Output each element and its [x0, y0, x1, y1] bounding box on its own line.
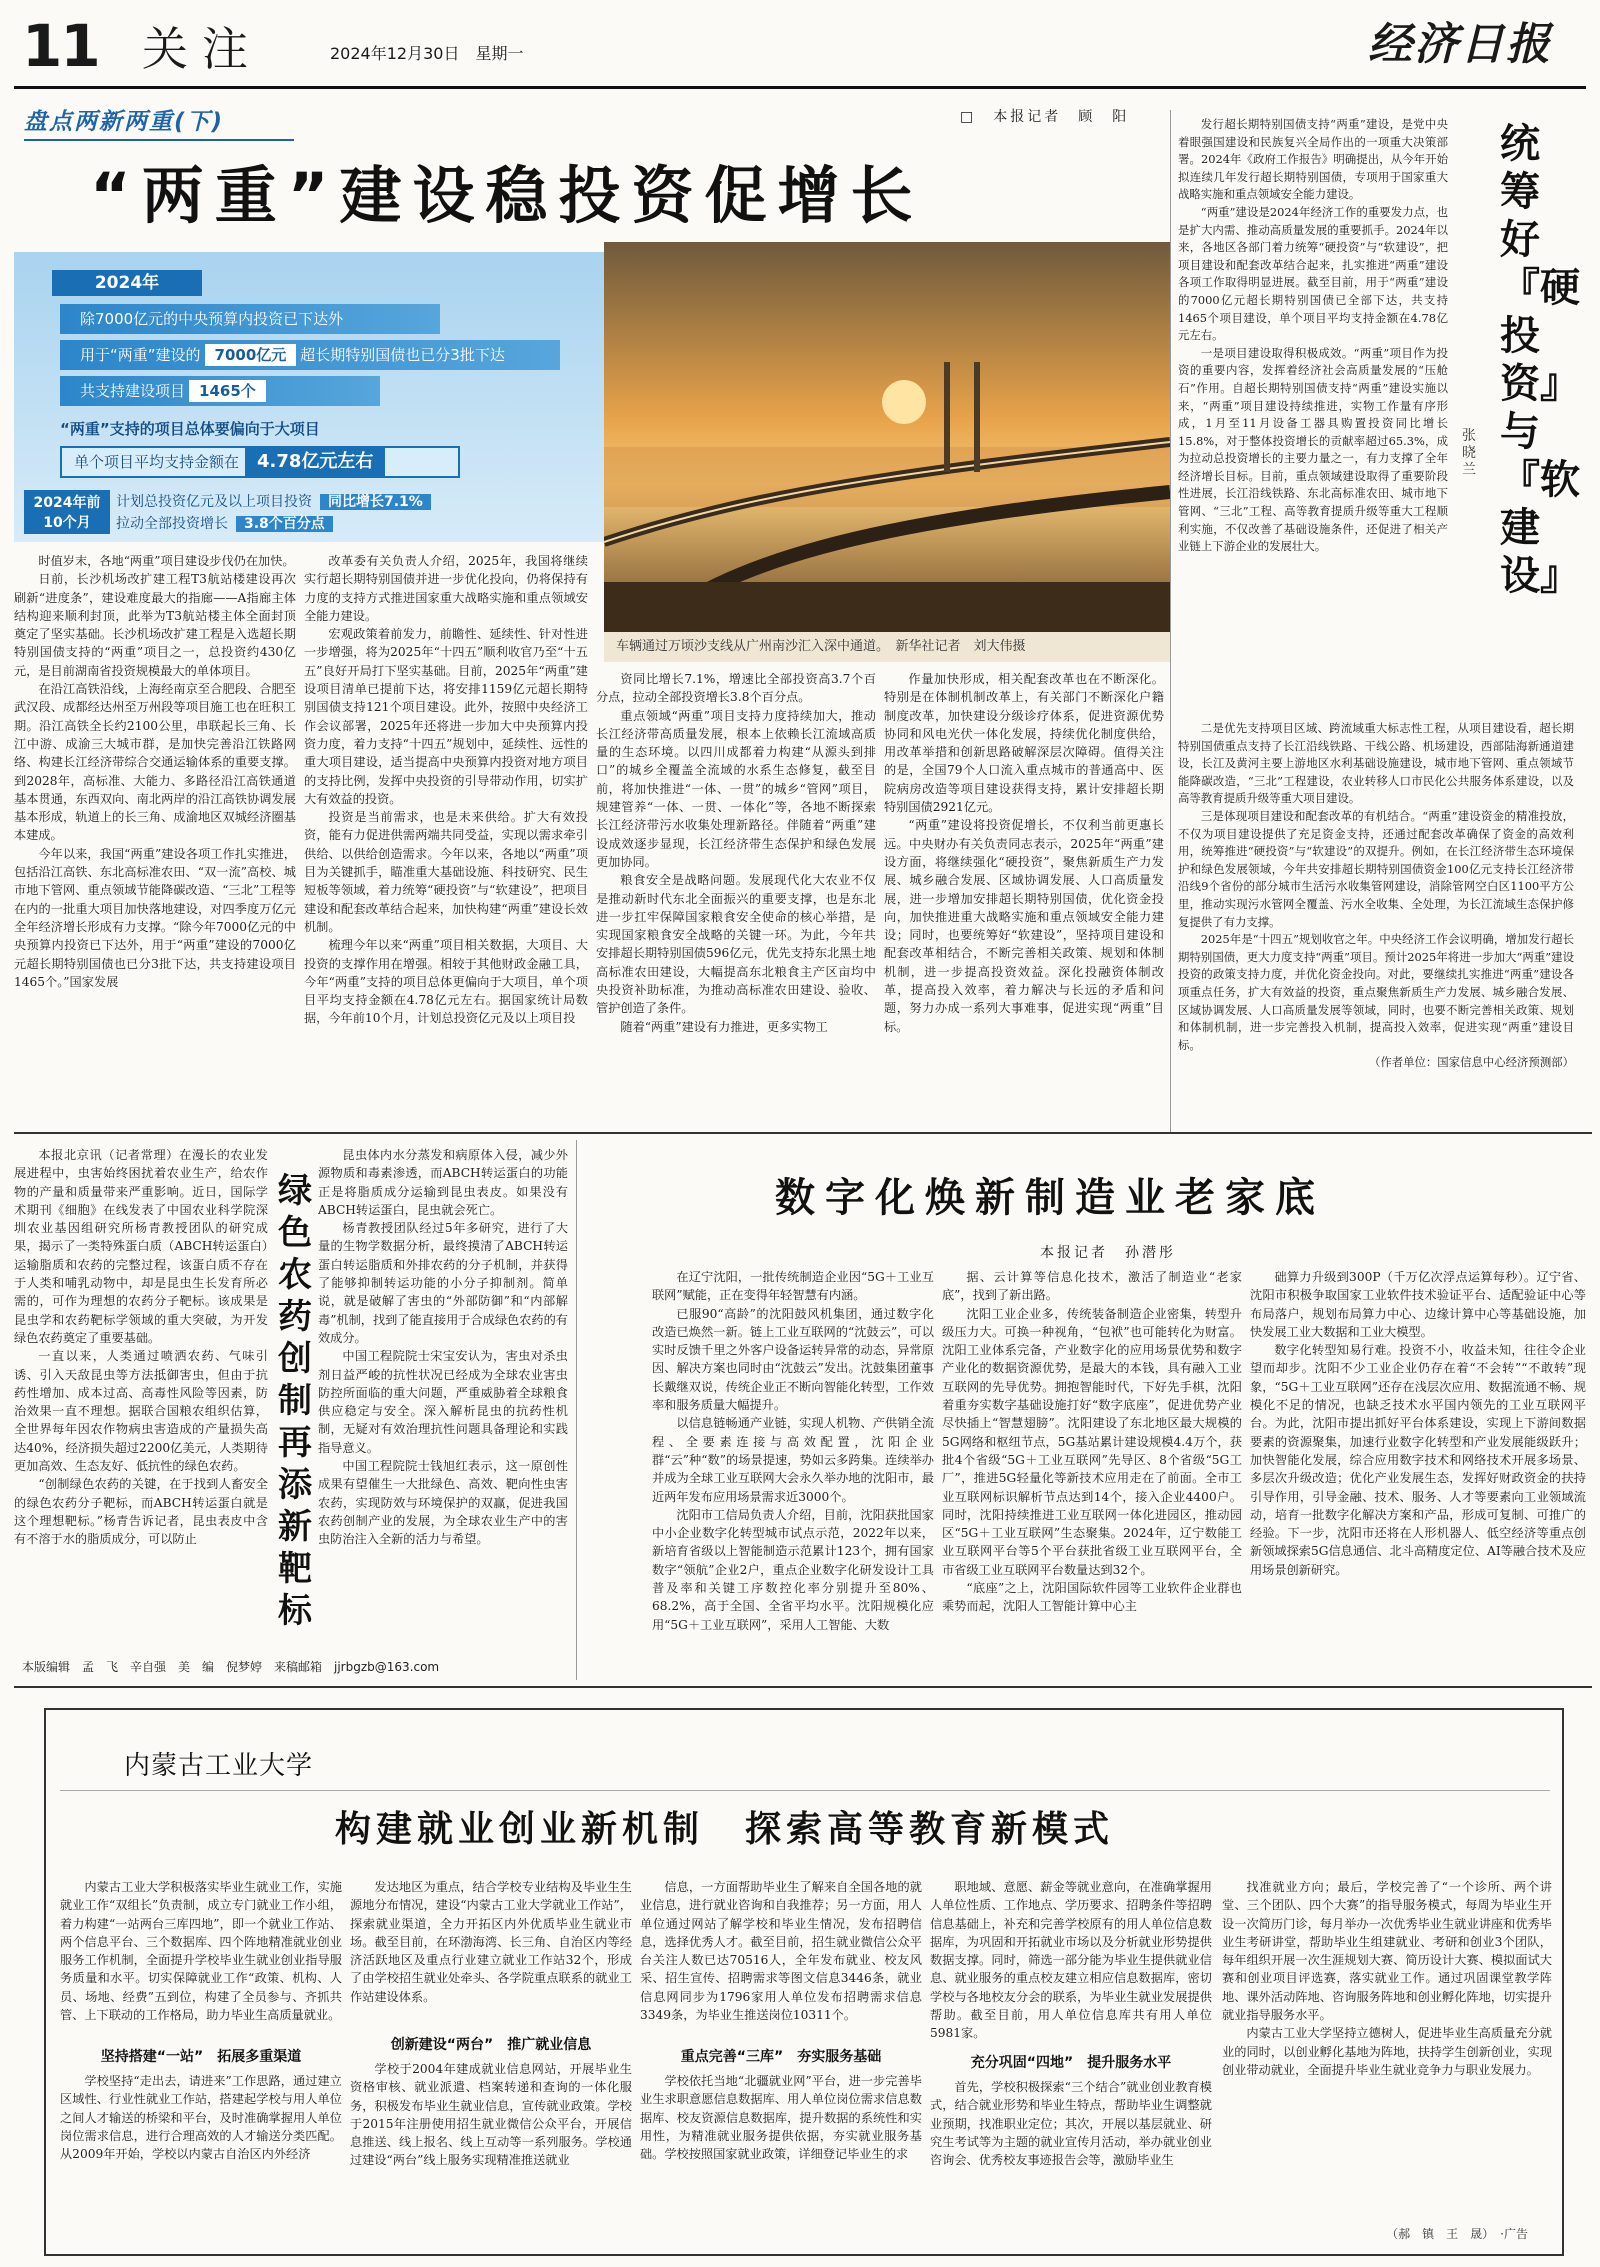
commentary-title: 统筹好『硬投资』与『软建设』 [1500, 121, 1580, 599]
story-c-column-3: 础算力升级到300P（千万亿次浮点运算每秒）。辽宁省、沈阳市积极争取国家工业软件技术验证平台、适配验证中心等布局落户，规划布局算力中心、边缘计算中心等基础设施，加快发展工业大数据和工业大模型。 数字化转型知易行难。投资不小，收益未知，往往令企业望而却步。沈阳不少工业企业仍存在着“不会转”“不敢转”现象，“5G＋工业互联网”还存在浅层次应用、数据流通不畅、规模化不足的情况，也缺乏技术水平国内领先的工业互联网平台。为此，沈阳市提出抓好平台体系建设，实现上下游间数据要素的资源聚集，加速行业数字化转型和产业发展能级跃升；加快智能化发展，综合应用数字技术和网络技术开展多场景、多层次升级改造；优化产业发展生态，发挥好财政资金的扶持引导作用，引导金融、技术、服务、人才等要素向工业领域流动，培育一批数字化解决方案和产品，形成可复制、可推广的经验。下一步，沈阳市还将在人形机器人、低空经济等重点创新领域探索5G信息通信、北斗高精度定位、AI等融合技术及应用场景创新研究。 [1250, 1270, 1586, 1577]
section-divider [14, 1132, 1592, 1134]
ad-column-2-top: 发达地区为重点，结合学校专业结构及毕业生生源地分布情况，建设“内蒙古工业大学就业工作站”，探索就业渠道，全力开拓区内外优质毕业生就业市场。截至目前，在环渤海湾、长三角、自治区内等经济活跃地区及重点行业建立就业工作站32个，形成了由学校招生就业处牵头、各学院重点联系的就业工作站建设体系。 [350, 1880, 632, 2004]
column-rule [576, 1140, 577, 1680]
ad-column-5: 找准就业方向；最后，学校完善了“一个诊所、两个讲堂、三个团队、四个大赛”的指导服务模式，每周为毕业生开设一次简历门诊，每月举办一次优秀毕业生就业讲座和优秀毕业生考研讲堂，帮助毕业生组建就业、考研和创业3个团队，每年组织开展一次生涯规划大赛、简历设计大赛、模拟面试大赛和创业项目评选赛，落实就业工作。通过巩固课堂教学阵地、课外活动阵地、咨询服务阵地和创业孵化阵地，切实提升就业指导服务水平。 内蒙古工业大学坚持立德树人，促进毕业生高质量充分就业的同时，以创业孵化基地为阵地，扶持学生创新创业，实现创业带动就业，全面提升毕业生就业竞争力与职业发展力。 [1222, 1880, 1552, 2077]
story-c-column-1: 在辽宁沈阳，一批传统制造企业因“5G＋工业互联网”赋能，正在变得年轻智慧有内涵。 已服90“高龄”的沈阳鼓风机集团，通过数字化改造已焕然一新。链上工业互联网的“沈鼓云”，可以实时反馈千里之外客户设备运转异常的动态，异常原因、解决方案也同时由“沈鼓云”发出。沈鼓集团董事长戴继双说，传统企业正不断向智能化转型，工作效率和服务质量大幅提升。 以信息链畅通产业链，实现人机物、产供销全流程、全要素连接与高效配置，沈阳企业群“云”种“数”的场景提速，势如云多跨集。连续举办并成为全球工业互联网大会永久举办地的沈阳市，最近两年发布应用场景需求近3000个。 沈阳市工信局负责人介绍，目前，沈阳获批国家中小企业数字化转型城市试点示范，2022年以来，新培育省级以上智能制造示范累计123个，拥有国家数字“领航”企业2户，重点企业数字化研发设计工具普及率和关键工序数控化率分别提升至80%、68.2%，高于全国、全省平均水平。沈阳规模化应用“5G＋工业互联网”，采用人工智能、大数 [652, 1270, 934, 1632]
story-c-column-2: 据、云计算等信息化技术，激活了制造业“老家底”，找到了新出路。 沈阳工业企业多，传统装备制造企业密集，转型升级压力大。可换一种视角，“包袱”也可能转化为财富。沈阳工业体系完备，产业数字化的应用场景优势和数字产业化的数据资源优势，是最大的本钱，具有融入工业互联网的先导优势。拥抱智能时代，下好先手棋，沈阳着重夯实数字基础设施打好“数字底座”，促进优势产业尽快插上“智慧翅膀”。沈阳建设了东北地区最大规模的5G网络和枢纽节点，5G基站累计建设规模4.4万个，获批4个省级“5G＋工业互联网”先导区、8个省级“5G工厂”，推进5G轻量化等新技术应用走在了前面。全市工业互联网标识解析节点达到14个，接入企业4400户。同时，沈阳持续推进工业互联网一体化进园区，推动园区“5G＋工业互联网”生态聚集。2024年，辽宁数能工业互联网平台等5个平台获批省级工业互联网平台，全市省级工业互联网平台数量达到32个。 “底座”之上，沈阳国际软件园等工业软件企业群也乘势而起，沈阳人工智能计算中心主 [942, 1270, 1242, 1614]
infographic-period-label: 2024年前10个月 [24, 490, 110, 534]
advertorial-organization: 内蒙古工业大学 [124, 1751, 314, 1781]
story-b-headline: 绿色农药创制再添新靶标 [278, 1171, 312, 1631]
commentary-body-bottom: 二是优先支持项目区域、跨流域重大标志性工程，从项目建设看，超长期特别国债重点支持了长江沿线铁路、干线公路、机场建设，西部陆海新通道建设，长江及黄河主要上游地区水利基础设施建设，城市地下管网、重点领域节能降碳改造，“三北”工程建设，农业转移人口市民化公共服务体系建设，以及高等教育提质升级等重大项目建设。 三是体现项目建设和配套改革的有机结合。“两重”建设资金的精准投放，不仅为项目建设提供了充足资金支持，还通过配套改革确保了资金的高效利用，统筹推进“硬投资”与“软建设”的双提升。例如，在长江经济带生态环境保护和绿色发展领域，今年共安排超长期特别国债资金100亿元支持长江经济带沿线9个省份的部分城市生活污水收集管网建设，消除管网空白区1100平方公里，推动实现污水管网全覆盖、污水全收集、全处理，为长江流域生态保护修复提供了有力支撑。 2025年是“十四五”规划收官之年。中央经济工作会议明确，增加发行超长期特别国债，更大力度支持“两重”项目。预计2025年将进一步加大“两重”建设投资的政策支持力度，并优化资金投向。对此，要继续扎实推进“两重”建设各项重点任务，扩大有效益的投资，重点聚焦新质生产力发展、城乡融合发展、区域协调发展、人口高质量发展等领域，同时，也要不断完善相关政策、规划和体制机制，进一步完善投入机制，提高投入效率，促进实现“两重”建设目标。 （作者单位：国家信息中心经济预测部） [1178, 721, 1574, 1070]
ad-column-3-bottom: 学校依托当地“北疆就业网”平台，进一步完善毕业生求职意愿信息数据库、用人单位岗位需求信息数据库、校友资源信息数据库，提升数据的系统性和实用性，为精准就业服务提供依据，夯实就业服务基础。学校按照国家就业政策，详细登记毕业生的求 [640, 2074, 922, 2162]
bridge-photo [604, 242, 1170, 632]
series-tag: 盘点两新两重(下) [24, 109, 225, 135]
newspaper-logo: 经济日报 [1368, 19, 1552, 70]
ad-column-2-bottom: 学校于2004年建成就业信息网站，开展毕业生资格审核、就业派遣、档案转递和查询的一体化服务，积极发布毕业生就业信息，宣传就业政策。学校于2015年注册使用招生就业微信公众平台，开展信息推送、线上报名、线上互动等一系列服务。学校通过建设“两台”线上服务实现精准推送就业 [350, 2062, 632, 2168]
infographic-year-label: 2024年 [52, 270, 202, 296]
story-b-column-2: 昆虫体内水分蒸发和病原体入侵，减少外源物质和毒素渗透，而ABCH转运蛋白的功能正是将脂质成分运输到昆虫表皮。如果没有ABCH转运蛋白，昆虫就会死亡。 杨青教授团队经过5年多研究，进行了大量的生物学数据分析，最终摸清了ABCH转运蛋白转运脂质和外排农药的分子机制，并获得了能够抑制转运功能的小分子抑制剂。简单说，就是破解了害虫的“外部防御”和“内部解毒”机制，找到了能直接用于合成绿色农药的有效成分。 中国工程院院士宋宝安认为，害虫对杀虫剂日益严峻的抗性状况已经成为全球农业害虫防控所面临的重大问题，严重威胁着全球粮食供应稳定与安全。深入解析昆虫的抗药性机制，无疑对有效治理抗性问题具备理论和实践指导意义。 中国工程院院士钱旭红表示，这一原创性成果有望催生一大批绿色、高效、靶向性虫害农药，实现防效与环境保护的双赢，促进我国农药创制产业的发展，为全球农业生产中的害虫防治注入全新的活力与希望。 [318, 1148, 568, 1547]
advertorial-rule [60, 1790, 1550, 1791]
story-b-column-1: 本报北京讯（记者常理）在漫长的农业发展进程中，虫害始终困扰着农业生产，给农作物的产量和质量带来严重影响。近日，国际学术期刊《细胞》在线发表了中国农业科学院深圳农业基因组研究所杨青教授团队的研究成果，揭示了一类特殊蛋白质（ABCH转运蛋白）运输脂质和农药的完整过程，该蛋白质不存在于人类和哺乳动物中，却是昆虫生长发育所必需的，可作为理想的农药分子靶标。该成果是昆虫学和农药靶标学领域的重大突破，为开发绿色农药奠定了重要基础。 一直以来，人类通过喷洒农药、气味引诱、引入天敌昆虫等方法抵御害虫，但由于抗药性增加、成本过高、高毒性风险等因素，防治效果一直不理想。据联合国粮农组织估算，全世界每年因农作物病虫害造成的产量损失高达40%，经济损失超过2200亿美元，人类期待更加高效、生态友好、低抗性的绿色农药。 “创制绿色农药的关键，在于找到人畜安全的绿色农药分子靶标，而ABCH转运蛋白就是这个理想靶标。”杨青告诉记者，昆虫表皮中含有不溶于水的脂质成分，可以防止 [14, 1148, 268, 1547]
commentary-body-top: 发行超长期特别国债支持“两重”建设，是党中央着眼强国建设和民族复兴全局作出的一项重大决策部署。2024年《政府工作报告》明确提出，从今年开始拟连续几年发行超长期特别国债，专项用于国家重大战略实施和重点领域安全能力建设。 “两重”建设是2024年经济工作的重要发力点，也是扩大内需、推动高质量发展的重要抓手。2024年以来，各地区各部门着力统筹“硬投资”与“软建设”，把项目建设和配套改革结合起来，扎实推进“两重”建设各项工作取得明显进展。截至目前，用于“两重”建设的7000亿元超长期特别国债已全部下达，共支持1465个项目建设，单个项目平均支持金额在4.78亿元左右。 一是项目建设取得积极成效。“两重”项目作为投资的重要内容，发挥着经济社会高质量发展的“压舱石”作用。自超长期特别国债支持“两重”建设实施以来，“两重”项目建设持续推进，实物工作量有序形成，1月至11月设备工器具购置投资同比增长15.8%，对于整体投资增长的贡献率超过65.3%，成为拉动总投资增长的主要力量之一，有力支撑了全年经济增长目标。目前，重点领域建设取得了重要阶段性进展，长江沿线铁路、东北高标准农田、城市地下管网、“三北”工程、高等教育提质升级等重大工程顺利实施，不仅改善了基础设施条件，还促进了相关产业链上下游企业的发展壮大。 [1178, 117, 1448, 554]
ad-column-4-bottom: 首先，学校积极探索“三个结合”就业创业教育模式，结合就业形势和毕业生特点，帮助毕业生调整就业预期，找准职业定位；其次，开展以基层就业、研究生考试等为主题的就业宣传月活动，举办就业创业咨询会、优秀校友事迹报告会等，激励毕业生 [930, 2080, 1212, 2168]
page-number: 11 [22, 12, 99, 80]
story-a-column-2: 改革委有关负责人介绍，2025年，我国将继续实行超长期特别国债并进一步优化投向，仍将保持有力度的支持方式推进国家重大战略实施和重点领域安全能力建设。 宏观政策着前发力，前瞻性、延续性、针对性进一步增强，将为2025年“十四五”顺利收官乃至“十五五”良好开局打下坚实基础。目前，2025年“两重”建设项目清单已提前下达，将安排1159亿元超长期特别国债支持121个项目建设。此外，按照中央经济工作会议部署，2025年还将进一步加大中央预算内投资力度，着力支持“十四五”规划中，延续性、远性的重大项目建设，适当提高中央预算内投资对地方项目的支持比例，发挥中央投资的引导带动作用，切实扩大有效益的投资。 投资是当前需求，也是未来供给。扩大有效投资，能有力促进供需两端共同受益，实现以需求牵引供给、以供给创造需求。今年以来，各地以“两重”项目为关键抓手，瞄准重大基础设施、科技研究、民生短板等领域，着力统筹“硬投资”与“软建设”，把项目建设和配套改革结合起来，加快构建“两重”建设长效机制。 梳理今年以来“两重”项目相关数据，大项目、大投资的支撑作用在增强。相较于其他财政金融工具，今年“两重”支持的项目总体更偏向于大项目，单个项目平均支持金额在4.78亿元左右。据国家统计局数据，今年前10个月，计划总投资亿元及以上项目投 [304, 554, 588, 1026]
section-divider [14, 1686, 1592, 1688]
photo-caption: 车辆通过万顷沙支线从广州南沙汇入深中通道。 新华社记者 刘大伟摄 [604, 632, 1170, 662]
ad-subhead-3: 重点完善“三库” 夯实服务基础 [680, 2049, 882, 2065]
advertorial-credit: （郝 镇 王 晟） ·广告 [1386, 2227, 1528, 2241]
ad-column-4-top: 职地域、意愿、薪金等就业意向，在准确掌握用人单位性质、工作地点、学历要求、招聘条件等招聘信息基础上，补充和完善学校原有的用人单位信息数据库，为巩固和开拓就业市场以及分析就业形势提供数据支撑。同时，筛选一部分能为毕业生提供就业信息、就业服务的重点校友建立相应信息数据库，密切学校与各地校友分会的联系，为毕业生就业发展提供帮助。截至目前，用人单位信息库共有用人单位5981家。 [930, 1880, 1212, 2041]
ad-subhead-4: 充分巩固“四地” 提升服务水平 [970, 2055, 1172, 2071]
ad-column-1-top: 内蒙古工业大学积极落实毕业生就业工作，实施就业工作“双组长”负责制，成立专门就业工作小组，着力构建“一站两台三库四地”，即一个就业工作站、两个信息平台、三个数据库、四个阵地精准就业创业服务工作机制，全面提升学校毕业生就业创业指导服务质量和水平。切实保障就业工作“政策、机构、人员、场地、经费”五到位，构建了全员参与、齐抓共管、上下联动的工作格局，助力毕业生高质量就业。 [60, 1880, 342, 2023]
ad-subhead-1: 坚持搭建“一站” 拓展多重渠道 [100, 2049, 302, 2065]
infographic-line-6: 计划总投资亿元及以上项目投资 同比增长7.1% [116, 492, 431, 512]
section-name: 关注 [142, 22, 262, 76]
ad-subhead-2: 创新建设“两台” 推广就业信息 [390, 2037, 592, 2053]
infographic-line-3: 共支持建设项目 1465个 [60, 376, 380, 406]
ad-column-3-top: 信息，一方面帮助毕业生了解来自全国各地的就业信息，进行就业咨询和自我推荐；另一方面，用人单位通过网站了解学校和毕业生情况，发布招聘信息，选择优秀人才。截至目前，招生就业微信公众平台关注人数已达70516人，全年发布就业、校友风采、招生宣传、招聘需求等图文信息3446条，就业信息网同步为1796家用人单位发布招聘需求信息3349条，为毕业生推送岗位10311个。 [640, 1880, 922, 2023]
story-a-column-4: 作量加快形成，相关配套改革也在不断深化。特别是在体制机制改革上，有关部门不断深化户籍制度改革，加快建设分级诊疗体系，促进资源优势协同和风电光伏一体化发展，持续优化制度供给，用改革举措和创新思路破解深层次障碍。值得关注的是，全国79个人口流入重点城市的普通高中、医院病房改造等项目建设获得支持，累计安排超长期特别国债2921亿元。 “两重”建设将投资促增长，不仅利当前更惠长远。中央财办有关负责同志表示，2025年“两重”建设方面，将继续强化“硬投资”，聚焦新质生产力发展、城乡融合发展、区域协调发展、人口高质量发展，进一步增加安排超长期特别国债，优化资金投向，加快推进重大战略实施和重点领域安全能力建设；同时，也要统筹好“软建设”，坚持项目建设和配套改革相结合，不断完善相关政策、规划和体制机制，进一步提高投资效益。深化投融资体制改革，提高投入效率，着力解决与长远的矛盾和问题，努力办成一系列大事难事，促进实现“两重”目标。 [884, 672, 1164, 1034]
infographic-line-4: “两重”支持的项目总体要偏向于大项目 [60, 420, 320, 438]
masthead-rule [14, 86, 1586, 89]
ad-column-1-bottom: 学校坚持“走出去，请进来”工作思路，通过建立区域性、行业性就业工作站，搭建起学校与用人单位之间人才输送的桥梁和平台，及时准确掌握用人单位岗位需求信息，进行合理高效的人才输送分类匹配。从2009年开始，学校以内蒙古自治区内外经济 [60, 2074, 342, 2162]
series-rule [24, 139, 294, 141]
story-a-column-3: 资同比增长7.1%，增速比全部投资高3.7个百分点，拉动全部投资增长3.8个百分点。 重点领域“两重”项目支持力度持续加大，推动长江经济带高质量发展，根本上依赖长江流域高质量的生态环境。以四川成都着力构建“从源头到排口”的城乡全覆盖全流域的水系生态修复，截至目前，将加快推进“一体、一贯”的城乡“管网”项目，规建管养“一体、一贯、一体化”等，各地不断探索长江经济带污水收集处理新路径。伴随着“两重”建设成效逐步显现，长江经济带生态保护和绿色发展更加协同。 粮食安全是战略问题。发展现代化大农业不仅是推动新时代东北全面振兴的重要支撑，也是东北进一步扛牢保障国家粮食安全使命的核心举措，是实现国家粮食安全战略的关键一环。为此，今年共安排超长期特别国债596亿元，优先支持东北黑土地高标准农田建设，大幅提高东北粮食主产区亩均中央投资补助标准，为推动高标准农田建设、验收、管护创造了条件。 随着“两重”建设有力推进，更多实物工 [596, 672, 876, 1034]
advertorial-headline: 构建就业创业新机制 探索高等教育新模式 [335, 1809, 1115, 1850]
story-a-column-1: 时值岁末，各地“两重”项目建设步伐仍在加快。 日前，长沙机场改扩建工程T3航站楼建设再次刷新“进度条”，建设难度最大的指廊——A指廊主体结构迎来顺利封顶，此举为T3航站楼主体全面封顶奠定了坚实基础。长沙机场改扩建工程是入选超长期特别国债支持的“两重”项目之一，总投资约430亿元，是目前湖南省投资规模最大的单体项目。 在沿江高铁沿线，上海经南京至合肥段、合肥至武汉段、成都经达州至万州段等项目施工也在旺积工期。沿江高铁全长约2100公里，串联起长三角、长江中游、成渝三大城市群，是加快完善沿江铁路网络、构建长江经济带综合交通运输体系的重要支撑。到2028年，高标准、大能力、多路径沿江高铁通道基本贯通，东西双向、南北两岸的沿江高铁协调发展基本形成，轨道上的长三角、成渝地区双城经济圈基本建成。 今年以来，我国“两重”建设各项工作扎实推进，包括沿江高铁、东北高标准农田、“双一流”高校、城市地下管网、重点领域节能降碳改造、“三北”工程等在内的一批重大项目加快落地建设，对四季度万亿元全年经济增长形成有力支撑。“除今年7000亿元的中央预算内投资已下达外，用于“两重”建设的7000亿元超长期特别国债也已分3批下达，共支持建设项目1465个。”国家发展 [14, 554, 296, 989]
infographic-line-2: 用于“两重”建设的 7000亿元 超长期特别国债也已分3批下达 [60, 340, 560, 370]
story-a-byline: □ 本报记者 顾 阳 [960, 109, 1130, 125]
issue-date: 2024年12月30日 星期一 [330, 44, 524, 63]
infographic-line-5: 单个项目平均支持金额在 4.78亿元左右 [60, 446, 460, 478]
story-c-byline: 本报记者 孙潜彤 [1040, 1245, 1176, 1261]
infographic-line-7: 拉动全部投资增长 3.8个百分点 [116, 514, 333, 534]
story-c-headline: 数字化焕新制造业老家底 [775, 1175, 1325, 1221]
infographic-line-1: 除7000亿元的中央预算内投资已下达外 [60, 304, 440, 334]
story-a-headline: “两重”建设稳投资促增长 [90, 159, 924, 232]
commentary-author: 张晓兰 [1462, 428, 1476, 478]
edition-credits: 本版编辑 孟 飞 辛自强 美 编 倪梦婷 来稿邮箱 jjrbgzb@163.com [22, 1660, 440, 1674]
